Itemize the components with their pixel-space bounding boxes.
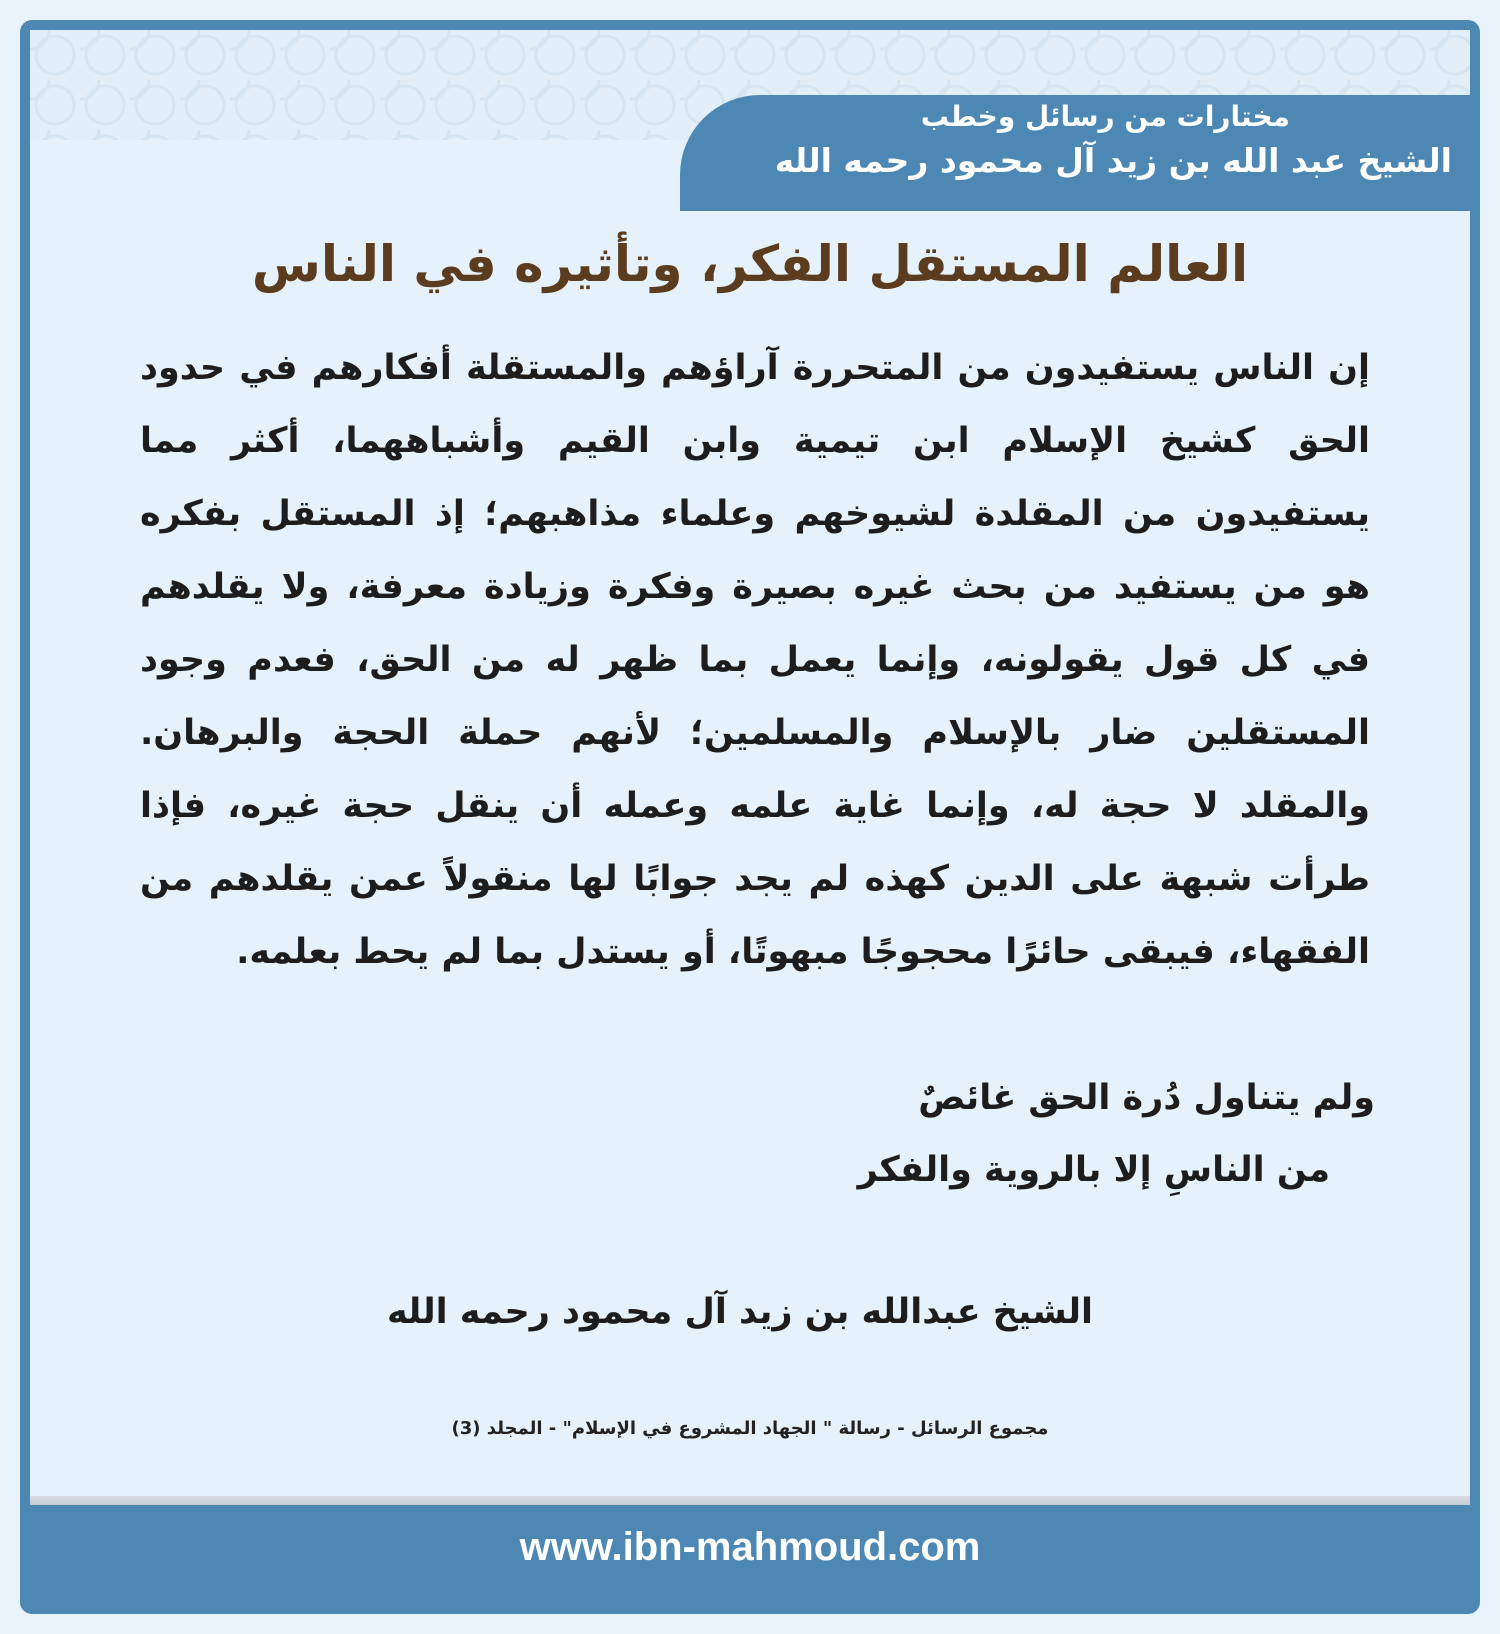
header-author-name: الشيخ عبد الله بن زيد آل محمود رحمه الله: [774, 141, 1452, 180]
website-url[interactable]: www.ibn-mahmoud.com: [519, 1525, 981, 1569]
content-card: [30, 30, 1470, 1505]
poem-line-2: من الناسِ إلا بالروية والفكر: [857, 1150, 1330, 1190]
article-body: إن الناس يستفيدون من المتحررة آراؤهم والمستقلة أفكارهم في حدود الحق كشيخ الإسلام ابن تيمية وابن القيم وأشباههما، أكثر مما يستفيدون من المقلدة لشيوخهم وعلماء مذاهبهم؛ إذ المستقل بفكره هو من يستفيد من بحث غيره بصيرة وفكرة وزيادة معرفة، ولا يقلدهم في كل قول يقولونه، وإنما يعمل بما ظهر له من الحق، فعدم وجود المستقلين ضار بالإسلام والمسلمين؛ لأنهم حملة الحجة والبرهان. والمقلد لا حجة له، وإنما غاية علمه وعمله أن ينقل حجة غيره، فإذا طرأت شبهة على الدين كهذه لم يجد جوابًا لها منقولاً عمن يقلدهم من الفقهاء، فيبقى حائرًا محجوجًا مبهوتًا، أو يستدل بما لم يحط بعلمه.: [140, 348, 1370, 972]
poem-line-1: ولم يتناول دُرة الحق غائصٌ: [918, 1078, 1375, 1118]
header-series-title: مختارات من رسائل وخطب: [920, 100, 1290, 133]
author-signature-text: الشيخ عبدالله بن زيد آل محمود رحمه الله: [386, 1292, 1094, 1332]
article-title: العالم المستقل الفكر، وتأثيره في الناس: [251, 235, 1249, 293]
author-signature: [30, 1292, 1470, 1332]
source-citation: مجموع الرسائل - رسالة " الجهاد المشروع في الإسلام" - المجلد (3): [451, 1418, 1049, 1439]
header-banner: [680, 95, 1470, 211]
page-frame: [20, 20, 1480, 1614]
card-bottom-edge: [30, 1496, 1470, 1505]
